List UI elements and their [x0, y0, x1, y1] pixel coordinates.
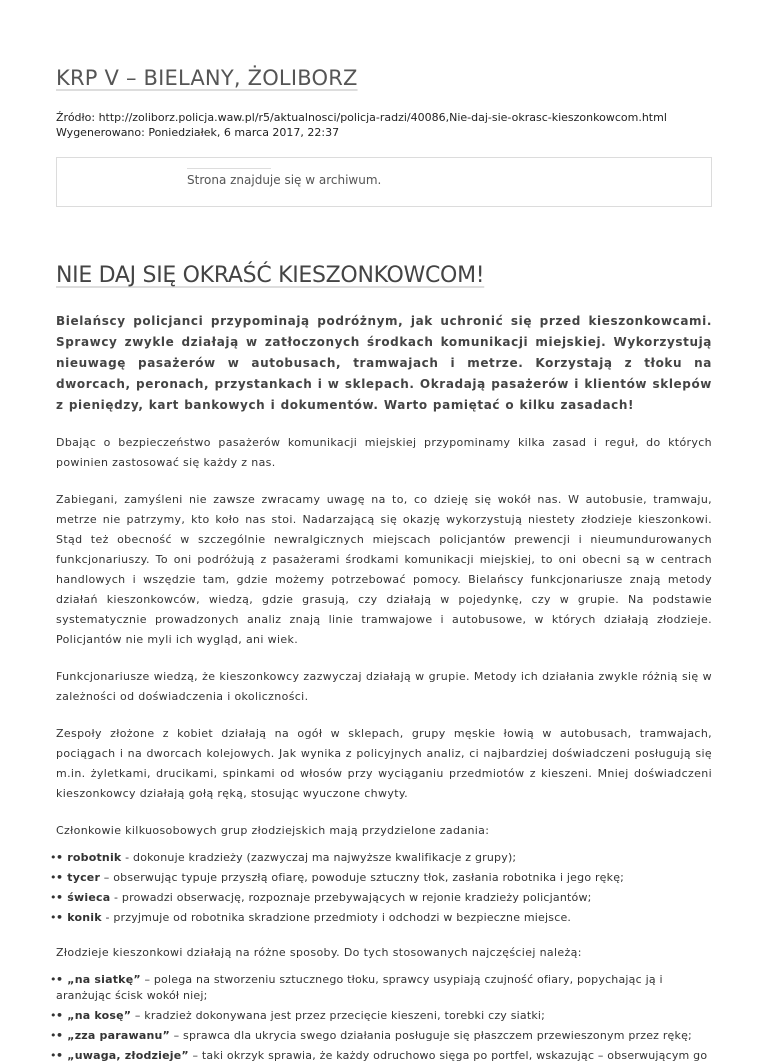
article-title: NIE DAJ SIĘ OKRAŚĆ KIESZONKOWCOM!: [56, 263, 485, 288]
paragraph-5: Członkowie kilkuosobowych grup złodziejskich mają przydzielone zadania:: [56, 824, 490, 837]
site-title: KRP V – BIELANY, ŻOLIBORZ: [56, 66, 358, 90]
method-term: • „na kosę”: [56, 1009, 132, 1022]
generated-line: Wygenerowano: Poniedziałek, 6 marca 2017, 22:37: [56, 126, 340, 139]
method-desc: – sprawca dla ukrycia swego działania posługuje się płaszczem przewieszonym przez rękę;: [169, 1029, 692, 1042]
paragraph-6: Złodzieje kieszonkowi działają na różne sposoby. Do tych stosowanych najczęściej należą:: [56, 946, 582, 959]
method-desc: – taki okrzyk sprawia, że każdy odruchowo sięga po portfel, wskazując – obserwującym go: [188, 1049, 708, 1062]
meta-info: [56, 110, 712, 140]
paragraph-1: Dbając o bezpieczeństwo pasażerów komunikacji miejskiej przypominamy kilka zasad i reguł, do których powinien zastosować się każdy z nas.: [56, 436, 712, 469]
method-term: • „na siatkę”: [56, 973, 141, 986]
role-desc: - dokonuje kradzieży (zazwyczaj ma najwyższe kwalifikacje z grupy);: [121, 851, 517, 864]
bullet-icon: •: [50, 1009, 57, 1022]
method-term: • „uwaga, złodzieje”: [56, 1049, 189, 1062]
list-item: [50, 890, 712, 906]
method-term: • „zza parawanu”: [56, 1029, 170, 1042]
bullet-icon: •: [50, 871, 57, 884]
method-desc: – kradzież dokonywana jest przez przecięcie kieszeni, torebki czy siatki;: [131, 1009, 546, 1022]
archive-divider: [187, 168, 271, 169]
list-item: [50, 850, 712, 866]
list-item: [50, 870, 712, 886]
methods-list: [50, 972, 712, 1064]
role-desc: - prowadzi obserwację, rozpoznaje przebywających w rejonie kradzieży policjantów;: [110, 891, 592, 904]
paragraph-2: Zabiegani, zamyśleni nie zawsze zwracamy uwagę na to, co dzieję się wokół nas. W autobusie, tramwaju, metrze nie patrzymy, kto koło nas stoi. Nadarzającą się okazję wykorzystują niestety złodzieje kieszonkowi. Stąd też obecność w szczególnie newralgicznych miejscach policjantów prewencji i nieumundurowanych funkcjonariuszy. To oni podróżują z pasażerami środkami komunikacji miejskiej, to oni obecni są w centrach handlowych i wszędzie tam, gdzie możemy potrzebować pomocy. Bielańscy funkcjonariusze znają metody działań kieszonkowców, wiedzą, gdzie grasują, czy działają w pojedynkę, czy w grupie. Na podstawie systematycznie prowadzonych analiz znają linie tramwajowe i autobusowe, w których działają złodzieje. Policjantów nie myli ich wygląd, ani wiek.: [56, 493, 712, 646]
paragraph-3: Funkcjonariusze wiedzą, że kieszonkowcy zazwyczaj działają w grupie. Metody ich działania zwykle różnią się w zależności od doświadczenia i okoliczności.: [56, 670, 712, 703]
role-term: • tycer: [56, 871, 101, 884]
list-item: [50, 1008, 712, 1024]
bullet-icon: •: [50, 973, 57, 986]
role-term: • konik: [56, 911, 102, 924]
bullet-icon: •: [50, 1029, 57, 1042]
list-item: [50, 1048, 712, 1064]
role-desc: – obserwując typuje przyszłą ofiarę, powoduje sztuczny tłok, zasłania robotnika i jego rękę;: [100, 871, 625, 884]
paragraph-4: Zespoły złożone z kobiet działają na ogół w sklepach, grupy męskie łowią w autobusach, tramwajach, pociągach i na dworcach kolejowych. Jak wynika z policyjnych analiz, ci najbardziej doświadczeni posługują się m.in. żyletkami, drucikami, spinkami od włosów przy wyciąganiu przedmiotów z kieszeni. Mniej doświadczeni kieszonkowcy działają gołą ręką, stosując wyuczone chwyty.: [56, 727, 712, 800]
bullet-icon: •: [50, 1049, 57, 1062]
article-lead: Bielańscy policjanci przypominają podróżnym, jak uchronić się przed kieszonkowcami. Sprawcy zwykle działają w zatłoczonych środkach komunikacji miejskiej. Wykorzystują nieuwagę pasażerów w autobusach, tramwajach i metrze. Korzystają z tłoku na dworcach, peronach, przystankach i w sklepach. Okradają pasażerów i klientów sklepów z pieniędzy, kart bankowych i dokumentów. Warto pamiętać o kilku zasadach!: [56, 314, 712, 412]
method-desc: – polega na stworzeniu sztucznego tłoku, sprawcy usypiają czujność ofiary, popychając ją i aranżując ścisk wokół niej;: [56, 973, 663, 1002]
bullet-icon: •: [50, 911, 57, 924]
list-item: [50, 910, 712, 926]
roles-list: [50, 850, 712, 926]
archive-notice-box: [56, 157, 712, 207]
list-item: [50, 1028, 712, 1044]
archive-notice: Strona znajduje się w archiwum.: [187, 173, 382, 187]
role-term: • robotnik: [56, 851, 122, 864]
source-line: Źródło: http://zoliborz.policja.waw.pl/r5/aktualnosci/policja-radzi/40086,Nie-daj-sie-okrasc-kieszonkowcom.html: [56, 111, 667, 124]
role-desc: - przyjmuje od robotnika skradzione przedmioty i odchodzi w bezpieczne miejsce.: [101, 911, 572, 924]
bullet-icon: •: [50, 851, 57, 864]
bullet-icon: •: [50, 891, 57, 904]
role-term: • świeca: [56, 891, 111, 904]
list-item: [50, 972, 712, 1004]
